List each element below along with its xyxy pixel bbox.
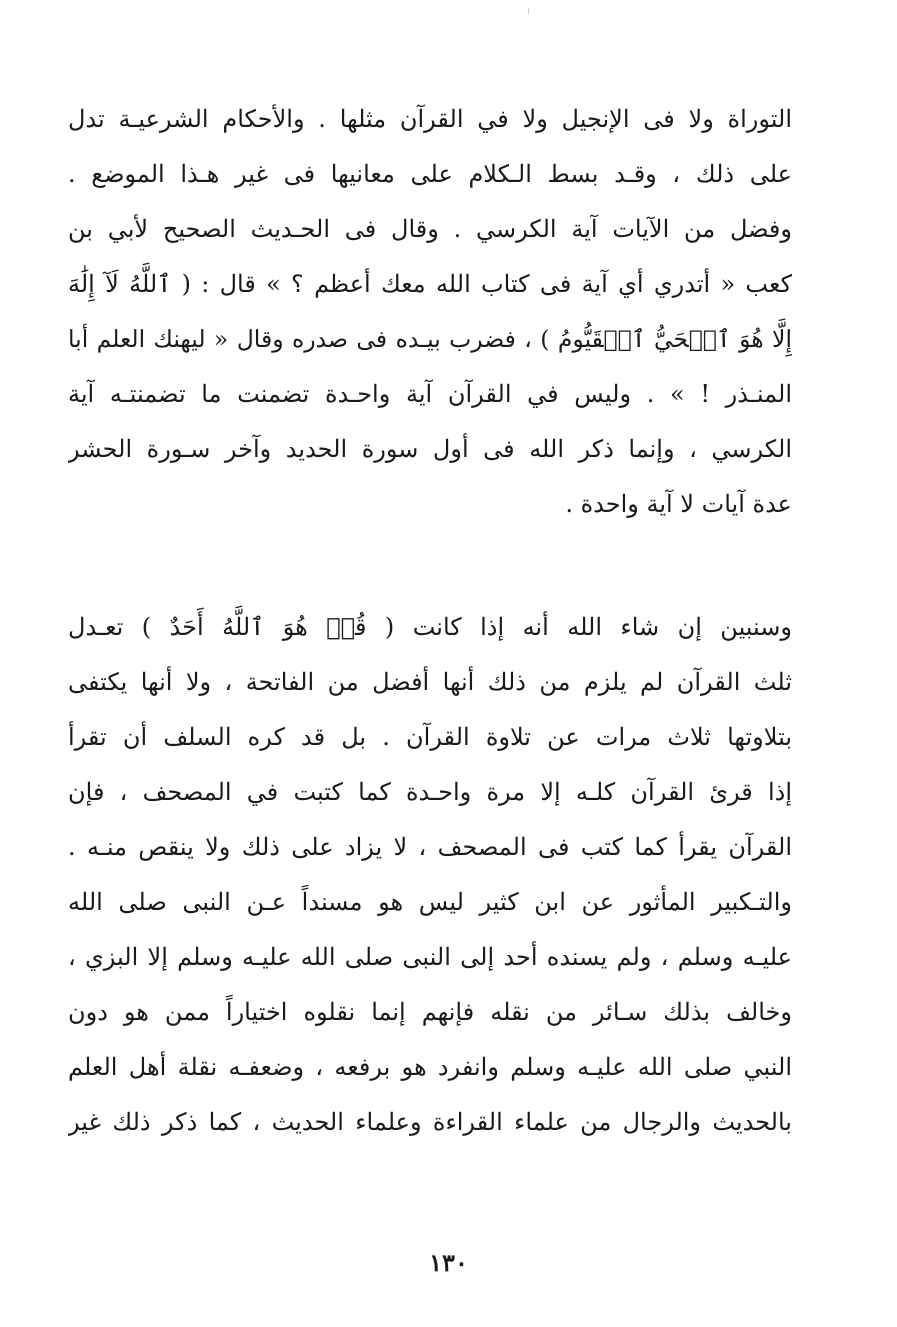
text-line: بالحديث والرجال من علماء القراءة وعلماء الحديث ، كما ذكر ذلك غير — [68, 1108, 792, 1136]
text-line: بتلاوتها ثلاث مرات عن تلاوة القرآن . بل قد كره السلف أن تقرأ — [68, 723, 792, 751]
text-line: على ذلك ، وقـد بسط الـكلام على معانيها فى غير هـذا الموضع . — [68, 160, 792, 188]
text-line: وفضل من الآيات آية الكرسي . وقال فى الحـديث الصحيح لأبي بن — [68, 215, 792, 243]
text-line: عدة آيات لا آية واحدة . — [565, 490, 792, 518]
text-line: التوراة ولا فى الإنجيل ولا في القرآن مثلها . والأحكام الشرعيـة تدل — [68, 105, 792, 133]
text-line: كعب « أتدري أي آية فى كتاب الله معك أعظم ؟ » قال : ( ٱللَّهُ لَآ إِلَٰهَ — [68, 270, 792, 298]
text-line: وخالف بذلك سـائر من نقله فإنهم إنما نقلوه اختياراً ممن هو دون — [68, 998, 792, 1026]
text-line: الكرسي ، وإنما ذكر الله فى أول سورة الحديد وآخر سـورة الحشر — [68, 435, 792, 463]
paragraph-1 — [68, 92, 792, 532]
text-line: المنـذر ! » . وليس في القرآن آية واحـدة تضمنت ما تضمنتـه آية — [68, 380, 792, 408]
text-line: إذا قرئ القرآن كلـه إلا مرة واحـدة كما كتبت في المصحف ، فإن — [68, 778, 792, 806]
paragraph-2 — [68, 600, 792, 1150]
text-line: وسنبين إن شاء الله أنه إذا كانت ( قُلۡ هُوَ ٱللَّهُ أَحَدٌ ) تعـدل — [68, 613, 792, 641]
text-line: والتـكبير المأثور عن ابن كثير ليس هو مسنداً عـن النبى صلى الله — [68, 888, 792, 916]
text-line: القرآن يقرأ كما كتب فى المصحف ، لا يزاد على ذلك ولا ينقص منـه . — [68, 833, 792, 861]
text-line: ثلث القرآن لم يلزم من ذلك أنها أفضل من الفاتحة ، ولا أنها يكتفى — [68, 668, 792, 696]
text-line: إِلَّا هُوَ ٱلۡحَيُّ ٱلۡقَيُّومُ ) ، فضرب بيـده فى صدره وقال « ليهنك العلم أبا — [68, 325, 792, 353]
text-line: النبي صلى الله عليـه وسلم وانفرد هو برفعه ، وضعفـه نقلة أهل العلم — [68, 1053, 792, 1081]
text-line: عليـه وسلم ، ولم يسنده أحد إلى النبى صلى الله عليـه وسلم إلا البزي ، — [68, 943, 792, 971]
page-number: ١٣٠ — [429, 1248, 468, 1277]
scan-mark — [528, 8, 529, 14]
